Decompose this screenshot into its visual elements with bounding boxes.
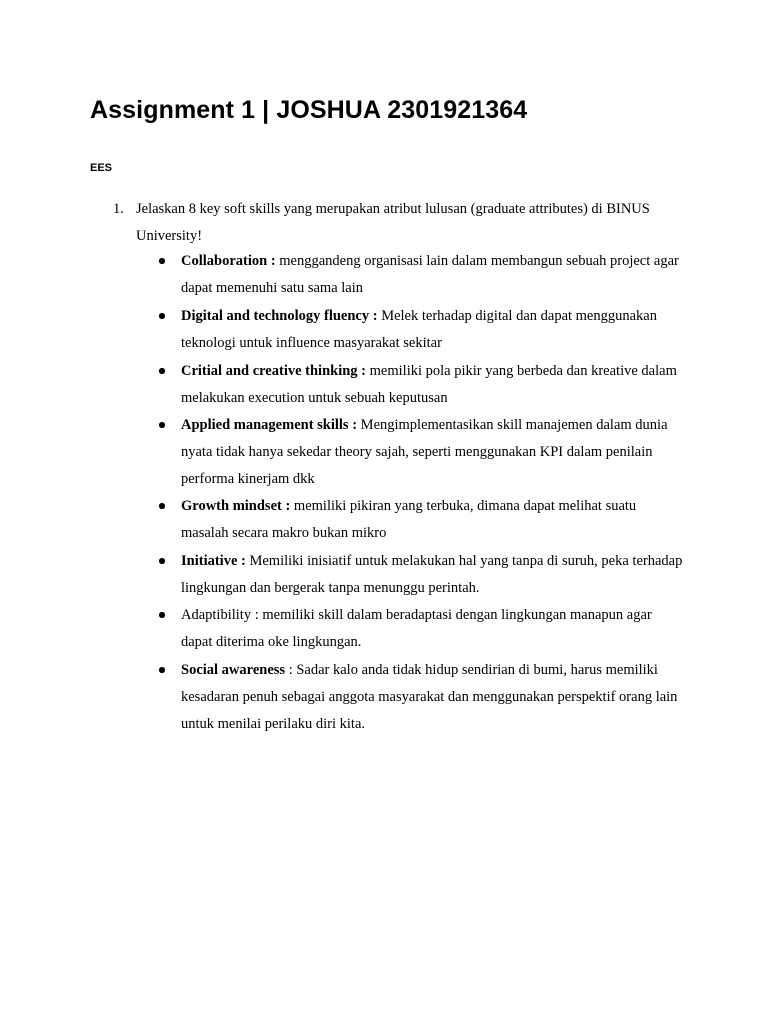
list-item-text — [181, 657, 683, 738]
bullet-icon — [159, 667, 165, 673]
list-item-text — [181, 412, 683, 493]
list-item-text — [181, 602, 683, 656]
bullet-icon — [159, 258, 165, 264]
list-item-text — [181, 358, 683, 412]
skill-term: Initiative : — [181, 553, 246, 569]
skill-description: Adaptibility : memiliki skill dalam beradaptasi dengan lingkungan manapun agar dapat diterima oke lingkungan. — [181, 607, 652, 650]
skill-description: : Sadar kalo anda tidak hidup sendirian di bumi, harus memiliki kesadaran penuh sebagai anggota masyarakat dan menggunakan perspektif orang lain untuk menilai perilaku diri kita. — [181, 662, 678, 732]
list-item-text — [181, 248, 683, 302]
question-number: 1. — [113, 201, 124, 217]
bullet-icon — [159, 612, 165, 618]
skill-term: Applied management skills : — [181, 417, 358, 433]
list-item-text — [181, 493, 683, 547]
question-text: Jelaskan 8 key soft skills yang merupakan atribut lulusan (graduate attributes) di BINUS University! — [136, 201, 650, 244]
skill-term: Social awareness — [181, 662, 286, 678]
bullet-icon — [159, 422, 165, 428]
bullet-icon — [159, 313, 165, 319]
skill-description: Memiliki inisiatif untuk melakukan hal yang tanpa di suruh, peka terhadap lingkungan dan bergerak tanpa menunggu perintah. — [181, 553, 683, 596]
skill-term: Digital and technology fluency : — [181, 308, 378, 324]
skill-description: menggandeng organisasi lain dalam membangun sebuah project agar dapat memenuhi satu sama lain — [181, 253, 679, 296]
bullet-icon — [159, 558, 165, 564]
skill-term: Collaboration : — [181, 253, 276, 269]
list-item-text — [181, 303, 683, 357]
section-label: EES — [90, 162, 113, 174]
bullet-icon — [159, 503, 165, 509]
skill-description: Mengimplementasikan skill manajemen dalam dunia nyata tidak hanya sekedar theory sajah, seperti menggunakan KPI dalam penilain performa kinerjam dkk — [181, 417, 668, 487]
list-item-text — [181, 548, 683, 602]
skill-description: memiliki pikiran yang terbuka, dimana dapat melihat suatu masalah secara makro bukan mikro — [181, 498, 637, 541]
bullet-icon — [159, 368, 165, 374]
document-title: Assignment 1 | JOSHUA 2301921364 — [90, 96, 528, 124]
skill-term: Growth mindset : — [181, 498, 291, 514]
skill-term: Critial and creative thinking : — [181, 363, 367, 379]
skill-description: memiliki pola pikir yang berbeda dan kreative dalam melakukan execution untuk sebuah keputusan — [181, 363, 677, 406]
skill-description: Melek terhadap digital dan dapat menggunakan teknologi untuk influence masyarakat sekitar — [181, 308, 657, 351]
